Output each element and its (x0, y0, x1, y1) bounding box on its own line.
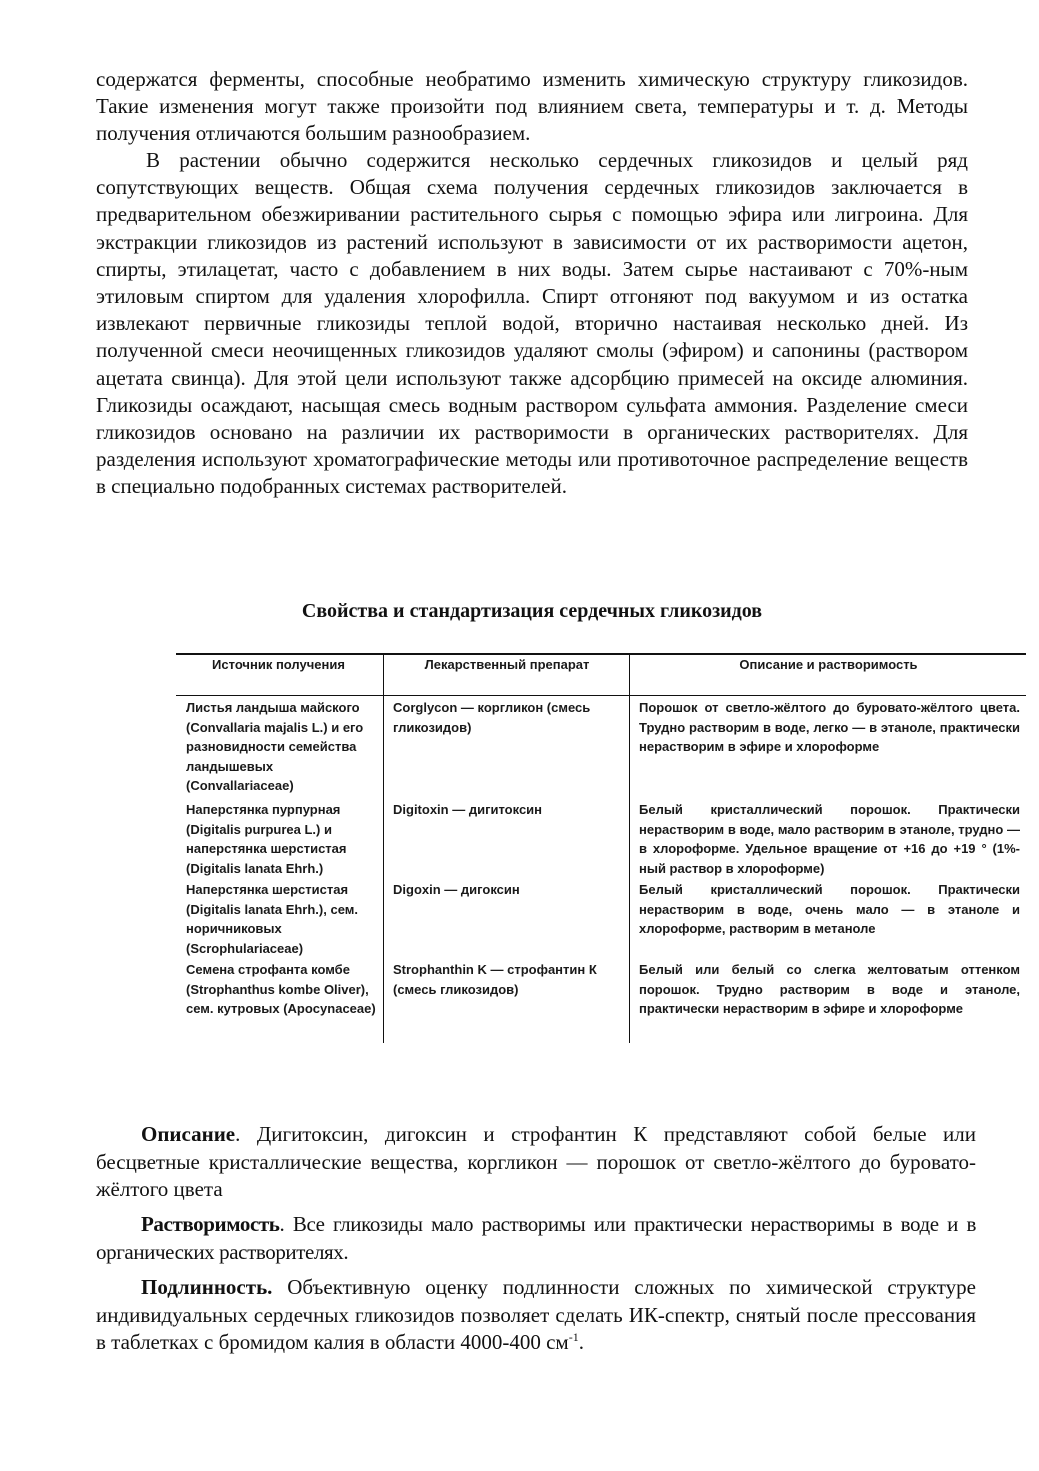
table-cell-description: Белый кристаллический порошок. Практически нерастворим в воде, очень мало — в этаноле и хлороформе, растворим в метаноле (639, 882, 1020, 936)
solubility-heading: Растворимость (141, 1212, 280, 1236)
authenticity-tail: . (578, 1330, 584, 1354)
intro-paragraph: содержатся ферменты, способные необратимо изменить химическую структуру гликозидов. Такие изменения могут также произойти под влиянием света, температуры и т. д. Методы получения отличаются большим разнообразием. (96, 67, 968, 146)
table-cell-drug: Digitoxin — дигитоксин (393, 802, 543, 817)
table-cell-drug: Corglycon — коргликон (смесь гликозидов) (393, 700, 591, 735)
table-top-rule (176, 653, 1026, 655)
table-cell-source: Семена строфанта комбе (Strophanthus kombe Oliver), сем. кутровых (Apocynaceae) (186, 962, 376, 1016)
authenticity-heading: Подлинность. (141, 1275, 273, 1299)
glycosides-table (176, 653, 1026, 1043)
table-caption: Свойства и стандартизация сердечных гликозидов (301, 600, 763, 622)
table-cell-drug: Digoxin — дигоксин (393, 882, 520, 897)
description-text: . Дигитоксин, дигоксин и строфантин К представляют собой белые или бесцветные кристаллические вещества, коргликон — порошок от светло-жёлтого до буровато-жёлтого цвета (96, 1122, 976, 1201)
table-header-description: Описание и растворимость (739, 657, 918, 672)
unit-superscript: -1 (568, 1330, 579, 1344)
table-cell-description: Белый или белый со слегка желтоватым оттенком порошок. Трудно растворим в воде и этаноле, практически нерастворим в эфире и хлороформе (639, 962, 1020, 1016)
table-cell-description: Белый кристаллический порошок. Практически нерастворим в воде, мало растворим в этаноле, трудно — в хлороформе. Удельное вращение от +16 до +19 ° (1%-ный раствор в хлороформе) (639, 802, 1020, 876)
table-cell-drug: Strophanthin K — строфантин К (смесь гликозидов) (393, 962, 597, 997)
authenticity-text: Объективную оценку подлинности сложных по химической структуре индивидуальных сердечных гликозидов позволяет сделать ИК-спектр, снятый после прессования в таблетках с бромидом калия в области 4000-400 см (96, 1275, 976, 1354)
description-paragraph (96, 1121, 976, 1204)
description-heading: Описание (141, 1122, 236, 1146)
table-header-drug: Лекарственный препарат (424, 657, 590, 672)
table-header-rule (176, 695, 1026, 696)
solubility-paragraph (96, 1211, 976, 1266)
method-paragraph: В растении обычно содержится несколько сердечных гликозидов и целый ряд сопутствующих веществ. Общая схема получения сердечных гликозидов заключается в предварительном обезжиривании растительного сырья с помощью эфира или лигроина. Для экстракции гликозидов из растений используют в зависимости от их растворимости ацетон, спирты, этилацетат, часто с добавлением в них воды. Затем сырье настаивают с 70%-ным этиловым спиртом для удаления хлорофилла. Спирт отгоняют под вакуумом и из остатка извлекают первичные гликозиды теплой водой, вторично настаивая несколько дней. Из полученной смеси неочищенных гликозидов удаляют смолы (эфиром) и сапонины (раствором ацетата свинца). Для этой цели используют также адсорбцию примесей на оксиде алюминия. Гликозиды осаждают, насыщая смесь водным раствором сульфата аммония. Разделение смеси гликозидов основано на различии их растворимости в органических растворителях. Для разделения используют хроматографические методы или противоточное распределение веществ в специально подобранных системах растворителей. (96, 148, 968, 499)
table-cell-source: Наперстянка пурпурная (Digitalis purpurea L.) и наперстянка шерстистая (Digitalis lanata Ehrh.) (186, 802, 347, 876)
authenticity-paragraph (96, 1274, 976, 1357)
table-cell-source: Листья ландыша майского (Convallaria majalis L.) и его разновидности семейства ландышевых (Convallariaceae) (186, 700, 364, 793)
table-header-source: Источник получения (212, 657, 345, 672)
table-cell-source: Наперстянка шерстистая (Digitalis lanata Ehrh.), сем. норичниковых (Scrophulariaceae) (186, 882, 358, 956)
solubility-text: . Все гликозиды мало растворимы или практически нерастворимы в воде и в органических растворителях. (96, 1212, 976, 1264)
table-column-divider (629, 653, 630, 1043)
table-cell-description: Порошок от светло-жёлтого до буровато-жёлтого цвета. Трудно растворим в воде, легко — в этаноле, практически нерастворим в эфире и хлороформе (639, 700, 1020, 754)
table-column-divider (383, 653, 384, 1043)
